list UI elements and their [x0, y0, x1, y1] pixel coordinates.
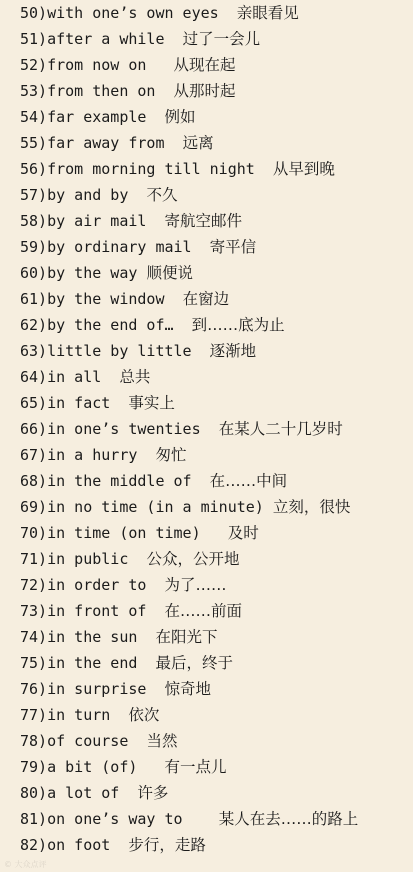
phrase-line [20, 702, 410, 728]
english-phrase: in one’s twenties [47, 420, 219, 438]
phrase-line [20, 130, 410, 156]
chinese-translation: 寄航空邮件 [164, 212, 243, 230]
phrase-number: 82) [20, 836, 48, 854]
chinese-translation: 从现在起 [173, 56, 236, 74]
phrase-line [20, 494, 410, 520]
phrase-number: 55) [20, 134, 48, 152]
chinese-translation: 不久 [146, 186, 178, 204]
phrase-number: 78) [20, 732, 48, 750]
phrase-line [20, 0, 410, 26]
chinese-translation: 例如 [164, 108, 196, 126]
english-phrase: in all [47, 368, 120, 386]
phrase-number: 50) [20, 4, 48, 22]
phrase-number: 66) [20, 420, 48, 438]
english-phrase: in fact [47, 394, 129, 412]
phrase-number: 72) [20, 576, 48, 594]
phrase-number: 81) [20, 810, 48, 828]
chinese-translation: 匆忙 [155, 446, 187, 464]
chinese-translation: 有一点儿 [164, 758, 227, 776]
phrase-line [20, 442, 410, 468]
english-phrase: of course [47, 732, 147, 750]
phrase-number: 58) [20, 212, 48, 230]
phrase-line [20, 312, 410, 338]
phrase-list [20, 0, 410, 858]
chinese-translation: 步行，走路 [128, 836, 206, 854]
english-phrase: in front of [47, 602, 165, 620]
phrase-line [20, 416, 410, 442]
english-phrase: in time (on time) [47, 524, 228, 542]
english-phrase: in public [47, 550, 147, 568]
phrase-number: 60) [20, 264, 48, 282]
phrase-number: 51) [20, 30, 48, 48]
chinese-translation: 寄平信 [209, 238, 257, 256]
phrase-number: 61) [20, 290, 48, 308]
english-phrase: in surprise [47, 680, 165, 698]
chinese-translation: 在阳光下 [155, 628, 218, 646]
phrase-line [20, 546, 410, 572]
english-phrase: in order to [47, 576, 165, 594]
chinese-translation: 在……前面 [164, 602, 243, 620]
english-phrase: from morning till night [47, 160, 273, 178]
english-phrase: a lot of [47, 784, 138, 802]
english-phrase: a bit (of) [47, 758, 165, 776]
phrase-line [20, 260, 410, 286]
phrase-line [20, 208, 410, 234]
chinese-translation: 远离 [182, 134, 214, 152]
english-phrase: little by little [47, 342, 210, 360]
english-phrase: by the window [47, 290, 183, 308]
phrase-line [20, 624, 410, 650]
english-phrase: from now on [47, 56, 174, 74]
chinese-translation: 依次 [128, 706, 160, 724]
chinese-translation: 在……中间 [209, 472, 288, 490]
chinese-translation: 从早到晚 [272, 160, 335, 178]
phrase-line [20, 598, 410, 624]
english-phrase: with one’s own eyes [47, 4, 237, 22]
phrase-line [20, 156, 410, 182]
chinese-translation: 立刻，很快 [272, 498, 351, 516]
phrase-line [20, 52, 410, 78]
chinese-translation: 过了一会儿 [182, 30, 261, 48]
english-phrase: in the middle of [47, 472, 210, 490]
english-phrase: in the sun [47, 628, 156, 646]
phrase-number: 76) [20, 680, 48, 698]
phrase-number: 56) [20, 160, 48, 178]
chinese-translation: 在窗边 [182, 290, 230, 308]
watermark-text: © 大众点评 [4, 860, 47, 869]
phrase-number: 70) [20, 524, 48, 542]
phrase-line [20, 754, 410, 780]
chinese-translation: 惊奇地 [164, 680, 212, 698]
chinese-translation: 最后，终于 [155, 654, 233, 672]
phrase-line [20, 468, 410, 494]
phrase-number: 65) [20, 394, 48, 412]
english-phrase: in no time (in a minute) [47, 498, 273, 516]
english-phrase: by ordinary mail [47, 238, 210, 256]
english-phrase: far example [47, 108, 165, 126]
phrase-line [20, 650, 410, 676]
phrase-line [20, 806, 410, 832]
phrase-number: 59) [20, 238, 48, 256]
phrase-line [20, 78, 410, 104]
english-phrase: in turn [47, 706, 129, 724]
chinese-translation: 从那时起 [173, 82, 236, 100]
phrase-number: 79) [20, 758, 48, 776]
phrase-line [20, 286, 410, 312]
english-phrase: far away from [47, 134, 183, 152]
phrase-line [20, 182, 410, 208]
phrase-number: 71) [20, 550, 48, 568]
phrase-number: 62) [20, 316, 48, 334]
phrase-number: 52) [20, 56, 48, 74]
english-phrase: by the end of… [47, 316, 192, 334]
english-phrase: in a hurry [47, 446, 156, 464]
phrase-line [20, 728, 410, 754]
chinese-translation: 顺便说 [146, 264, 193, 282]
phrase-line [20, 104, 410, 130]
phrase-line [20, 390, 410, 416]
phrase-number: 68) [20, 472, 48, 490]
phrase-number: 77) [20, 706, 48, 724]
english-phrase: on foot [47, 836, 129, 854]
phrase-number: 74) [20, 628, 48, 646]
chinese-translation: 到……底为止 [191, 316, 285, 334]
english-phrase: by and by [47, 186, 147, 204]
chinese-translation: 某人在去……的路上 [218, 810, 359, 828]
phrase-number: 54) [20, 108, 48, 126]
english-phrase: after a while [47, 30, 183, 48]
chinese-translation: 在某人二十几岁时 [218, 420, 343, 438]
phrase-number: 57) [20, 186, 48, 204]
chinese-translation: 公众，公开地 [146, 550, 240, 568]
phrase-line [20, 338, 410, 364]
phrase-line [20, 234, 410, 260]
english-phrase: by the way [47, 264, 147, 282]
phrase-line [20, 364, 410, 390]
chinese-translation: 当然 [146, 732, 178, 750]
english-phrase: on one’s way to [47, 810, 219, 828]
phrase-number: 75) [20, 654, 48, 672]
phrase-line [20, 676, 410, 702]
phrase-number: 63) [20, 342, 48, 360]
english-phrase: from then on [47, 82, 174, 100]
phrase-line [20, 520, 410, 546]
chinese-translation: 为了…… [164, 576, 227, 594]
phrase-line [20, 780, 410, 806]
chinese-translation: 逐渐地 [209, 342, 257, 360]
chinese-translation: 许多 [137, 784, 169, 802]
chinese-translation: 亲眼看见 [236, 4, 299, 22]
phrase-line [20, 572, 410, 598]
phrase-line [20, 832, 410, 858]
english-phrase: in the end [47, 654, 156, 672]
phrase-number: 53) [20, 82, 48, 100]
chinese-translation: 事实上 [128, 394, 175, 412]
phrase-number: 67) [20, 446, 48, 464]
english-phrase: by air mail [47, 212, 165, 230]
phrase-line [20, 26, 410, 52]
chinese-translation: 总共 [119, 368, 151, 386]
phrase-number: 80) [20, 784, 48, 802]
phrase-number: 69) [20, 498, 48, 516]
chinese-translation: 及时 [227, 524, 259, 542]
phrase-number: 64) [20, 368, 48, 386]
phrase-number: 73) [20, 602, 48, 620]
